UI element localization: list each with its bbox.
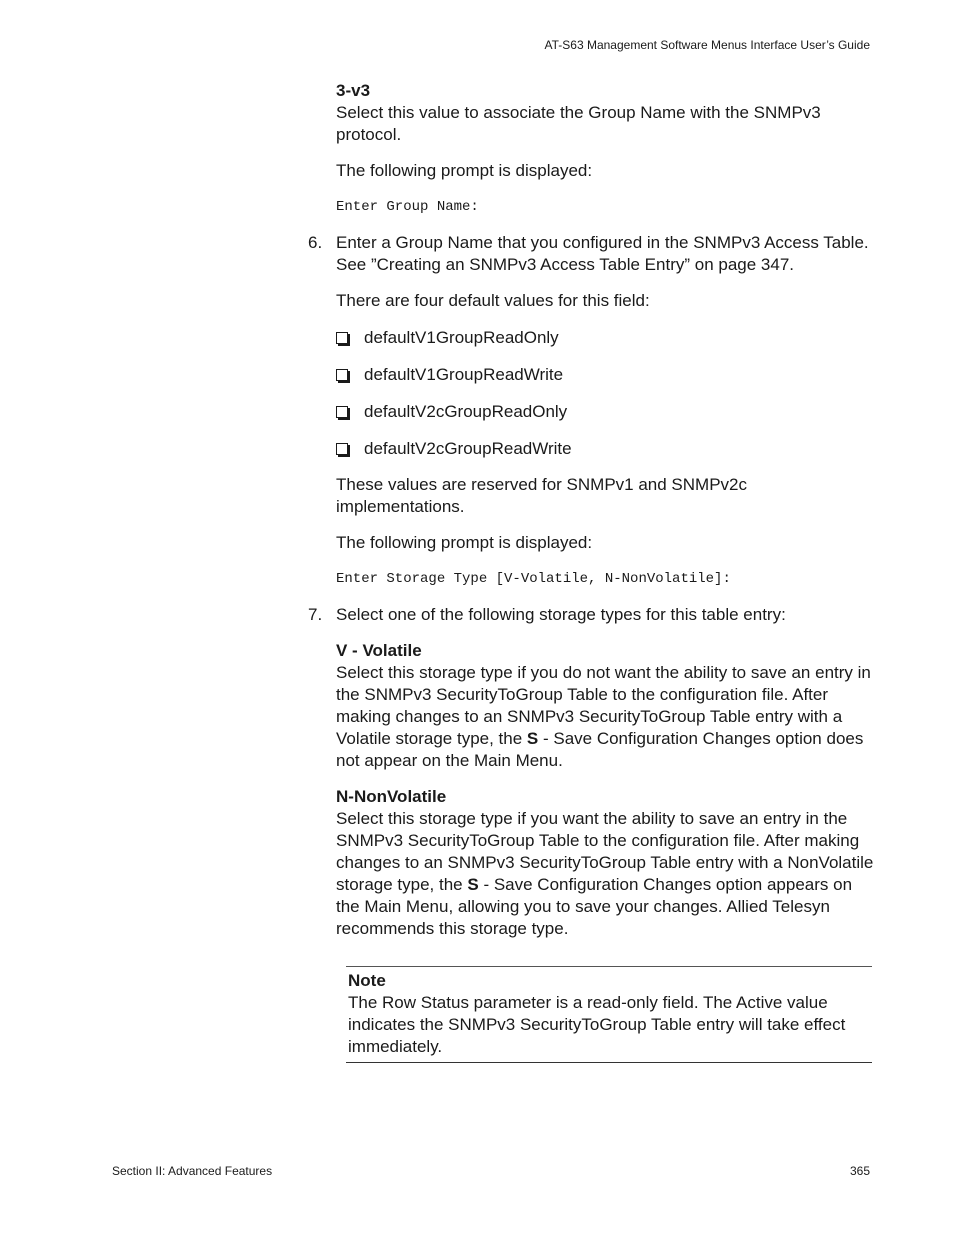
list-item-label: defaultV1GroupReadWrite: [364, 365, 564, 384]
nonvolatile-heading: N-NonVolatile: [336, 787, 447, 806]
nonvolatile-text-a: Select this storage type if you want the ability to save an entry in the SNMPv3 SecurityToGroup Table to the configuration file. After making changes to an SNMPv3 SecurityToGroup Table entry with a NonVolatile storage type, the: [336, 809, 874, 894]
prompt-intro-1: The following prompt is displayed:: [336, 161, 593, 180]
list-item-label: defaultV2cGroupReadWrite: [364, 439, 572, 458]
list-item: [336, 364, 876, 386]
list-item: [336, 327, 876, 349]
step-7-number: 7.: [308, 605, 323, 624]
main-content: [308, 80, 876, 940]
running-header: AT-S63 Management Software Menus Interface User’s Guide: [544, 38, 870, 52]
list-item: [336, 401, 876, 423]
nonvolatile-description: [336, 808, 876, 940]
prompt-intro-2: The following prompt is displayed:: [336, 533, 593, 552]
step-6: [308, 232, 876, 276]
volatile-bold-key: S: [526, 729, 539, 748]
volatile-text-b: - Save Configuration Changes option does not appear on the Main Menu.: [336, 729, 864, 770]
reserved-text: These values are reserved for SNMPv1 and SNMPv2c implementations.: [336, 475, 748, 516]
v3-description: Select this value to associate the Group Name with the SNMPv3 protocol.: [336, 103, 821, 144]
v3-heading: 3-v3: [336, 81, 371, 100]
list-item: [336, 438, 876, 460]
volatile-description: [336, 662, 876, 772]
note-heading: Note: [348, 971, 386, 990]
note-box: [346, 966, 872, 1063]
step-7: [308, 604, 876, 626]
volatile-text-a: Select this storage type if you do not want the ability to save an entry in the SNMPv3 SecurityToGroup Table to the configuration file. After making changes to an SNMPv3 SecurityToGroup Table entry with a Volatile storage type, the: [336, 663, 871, 748]
checkbox-bullet-icon: [336, 443, 348, 455]
page-number: 365: [849, 1164, 870, 1178]
prompt-storage-type: Enter Storage Type [V-Volatile, N-NonVolatile]:: [336, 571, 731, 587]
nonvolatile-bold-key: S: [467, 875, 479, 894]
list-item-label: defaultV2cGroupReadOnly: [364, 402, 568, 421]
nonvolatile-text-b: - Save Configuration Changes option appears on the Main Menu, allowing you to save your changes. Allied Telesyn recommends this storage type.: [336, 875, 853, 938]
prompt-group-name: Enter Group Name:: [336, 199, 479, 215]
step-6-text: Enter a Group Name that you configured in the SNMPv3 Access Table. See ”Creating an SNMPv3 Access Table Entry” on page 347.: [336, 233, 869, 274]
note-text: The Row Status parameter is a read-only field. The Active value indicates the SNMPv3 SecurityToGroup Table entry will take effect immediately.: [348, 993, 846, 1056]
checkbox-bullet-icon: [336, 406, 348, 418]
step-6-number: 6.: [308, 233, 323, 252]
footer-section: Section II: Advanced Features: [112, 1164, 273, 1178]
checkbox-bullet-icon: [336, 332, 348, 344]
list-item-label: defaultV1GroupReadOnly: [364, 328, 559, 347]
step-7-text: Select one of the following storage types for this table entry:: [336, 605, 786, 624]
defaults-intro: There are four default values for this field:: [336, 291, 650, 310]
volatile-heading: V - Volatile: [336, 641, 422, 660]
checkbox-bullet-icon: [336, 369, 348, 381]
